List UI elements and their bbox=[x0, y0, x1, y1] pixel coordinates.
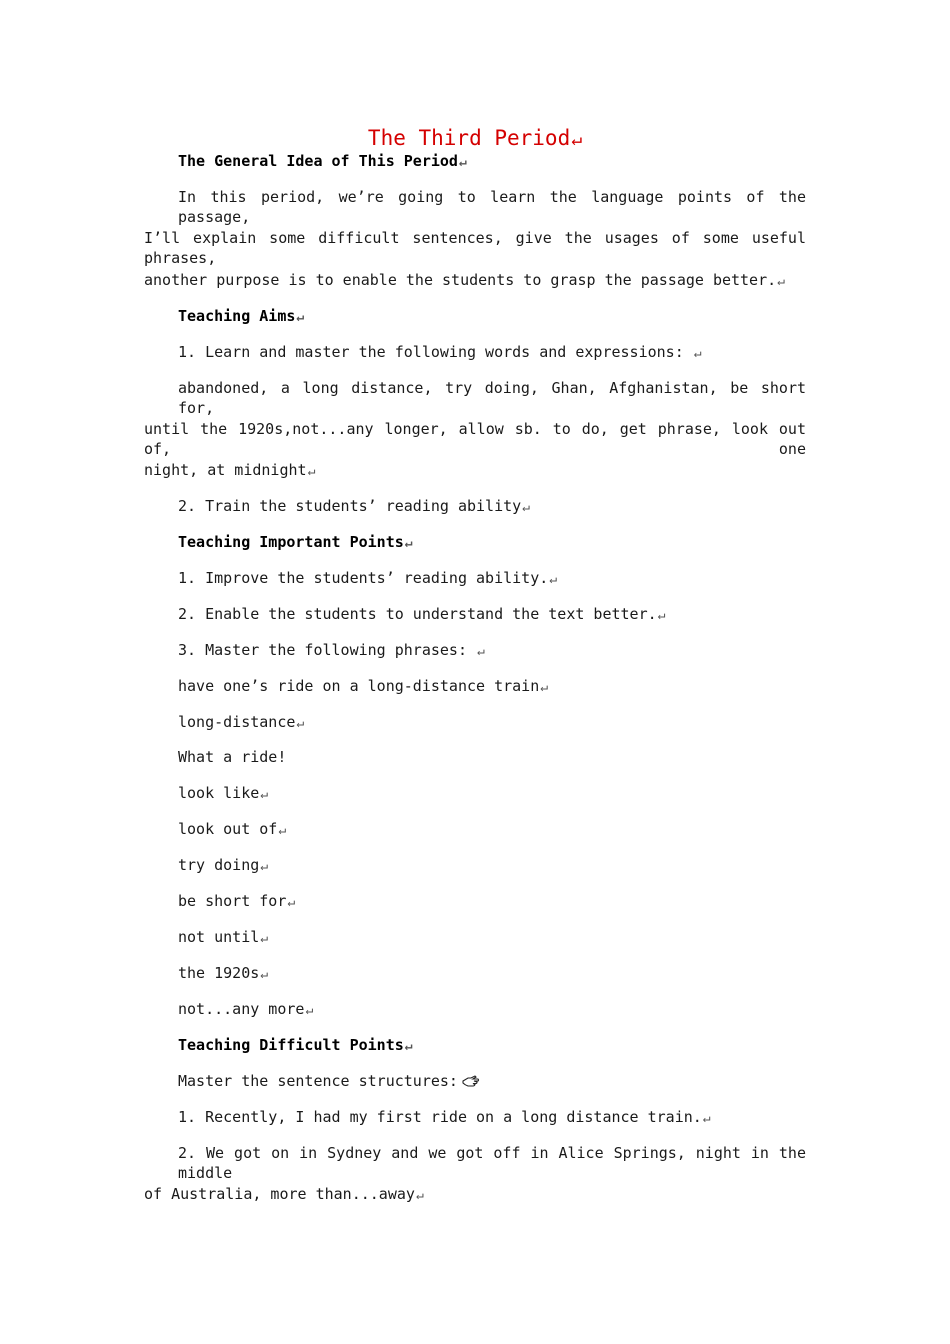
general-idea-line-1: In this period, we’re going to learn the language points of the passage, bbox=[178, 188, 806, 226]
heading-difficult-points: Teaching Difficult Points↵ bbox=[178, 1036, 413, 1054]
phrase-item: look like↵ bbox=[178, 784, 269, 802]
difficult-item-1: 1. Recently, I had my first ride on a long distance train.↵ bbox=[178, 1108, 711, 1126]
paragraph-mark: ↵ bbox=[458, 155, 467, 170]
important-item-1: 1. Improve the students’ reading ability.↵ bbox=[178, 569, 558, 587]
important-item-3: 3. Master the following phrases: ↵ bbox=[178, 641, 485, 659]
paragraph-mark: ↵ bbox=[571, 129, 583, 150]
paragraph-mark: ↵ bbox=[296, 716, 305, 731]
aims-words-line-2: until the 1920s,not...any longer, allow sb. to do, get phrase, look out of, one bbox=[144, 420, 806, 458]
paragraph-mark: ↵ bbox=[404, 536, 413, 551]
aims-item-2: 2. Train the students’ reading ability↵ bbox=[178, 497, 530, 515]
paragraph-mark: ↵ bbox=[522, 500, 530, 515]
paragraph-mark: ↵ bbox=[260, 859, 269, 874]
phrase-item: look out of↵ bbox=[178, 820, 287, 838]
heading-general-idea: The General Idea of This Period↵ bbox=[178, 152, 467, 170]
paragraph-mark: ↵ bbox=[777, 274, 785, 289]
paragraph-mark: ↵ bbox=[296, 310, 305, 325]
phrase-item: What a ride! bbox=[178, 748, 287, 766]
important-item-2: 2. Enable the students to understand the text better.↵ bbox=[178, 605, 666, 623]
aims-words-line-3: night, at midnight↵ bbox=[144, 461, 316, 479]
phrase-item: not...any more↵ bbox=[178, 1000, 314, 1018]
aims-words-line-1: abandoned, a long distance, try doing, Ghan, Afghanistan, be short for, bbox=[178, 379, 806, 417]
aims-item-1: 1. Learn and master the following words and expressions: ↵ bbox=[178, 343, 702, 361]
paragraph-mark: ↵ bbox=[305, 1003, 314, 1018]
paragraph-mark: ↵ bbox=[404, 1039, 413, 1054]
paragraph-mark: ↵ bbox=[540, 680, 549, 695]
paragraph-mark: ↵ bbox=[260, 931, 269, 946]
paragraph-mark: ↵ bbox=[477, 644, 485, 659]
paragraph-mark: ↵ bbox=[287, 895, 296, 910]
paragraph-mark: ↵ bbox=[260, 787, 269, 802]
general-idea-line-3: another purpose is to enable the students to grasp the passage better.↵ bbox=[144, 271, 785, 289]
paragraph-mark: ↵ bbox=[278, 823, 287, 838]
heading-teaching-aims: Teaching Aims↵ bbox=[178, 307, 305, 325]
phrase-item: the 1920s↵ bbox=[178, 964, 269, 982]
phrase-item: try doing↵ bbox=[178, 856, 269, 874]
paragraph-mark: ↵ bbox=[260, 967, 269, 982]
difficult-item-2-line-2: of Australia, more than...away↵ bbox=[144, 1185, 424, 1203]
phrase-item: be short for↵ bbox=[178, 892, 296, 910]
paragraph-mark: ↵ bbox=[415, 1188, 424, 1203]
difficult-intro: Master the sentence structures: bbox=[178, 1071, 480, 1091]
paragraph-mark: ↵ bbox=[307, 464, 316, 479]
paragraph-mark: ↵ bbox=[549, 572, 558, 587]
pointing-hand-icon bbox=[462, 1075, 480, 1087]
document-title: The Third Period↵ bbox=[367, 126, 583, 150]
phrase-item: long-distance↵ bbox=[178, 713, 305, 731]
heading-important-points: Teaching Important Points↵ bbox=[178, 533, 413, 551]
phrase-item: have one’s ride on a long-distance train↵ bbox=[178, 677, 549, 695]
paragraph-mark: ↵ bbox=[702, 1111, 711, 1126]
paragraph-mark: ↵ bbox=[657, 608, 666, 623]
phrase-item: not until↵ bbox=[178, 928, 269, 946]
general-idea-line-2: I’ll explain some difficult sentences, give the usages of some useful phrases, bbox=[144, 229, 806, 267]
paragraph-mark: ↵ bbox=[693, 346, 702, 361]
difficult-item-2-line-1: 2. We got on in Sydney and we got off in Alice Springs, night in the middle bbox=[178, 1144, 806, 1182]
